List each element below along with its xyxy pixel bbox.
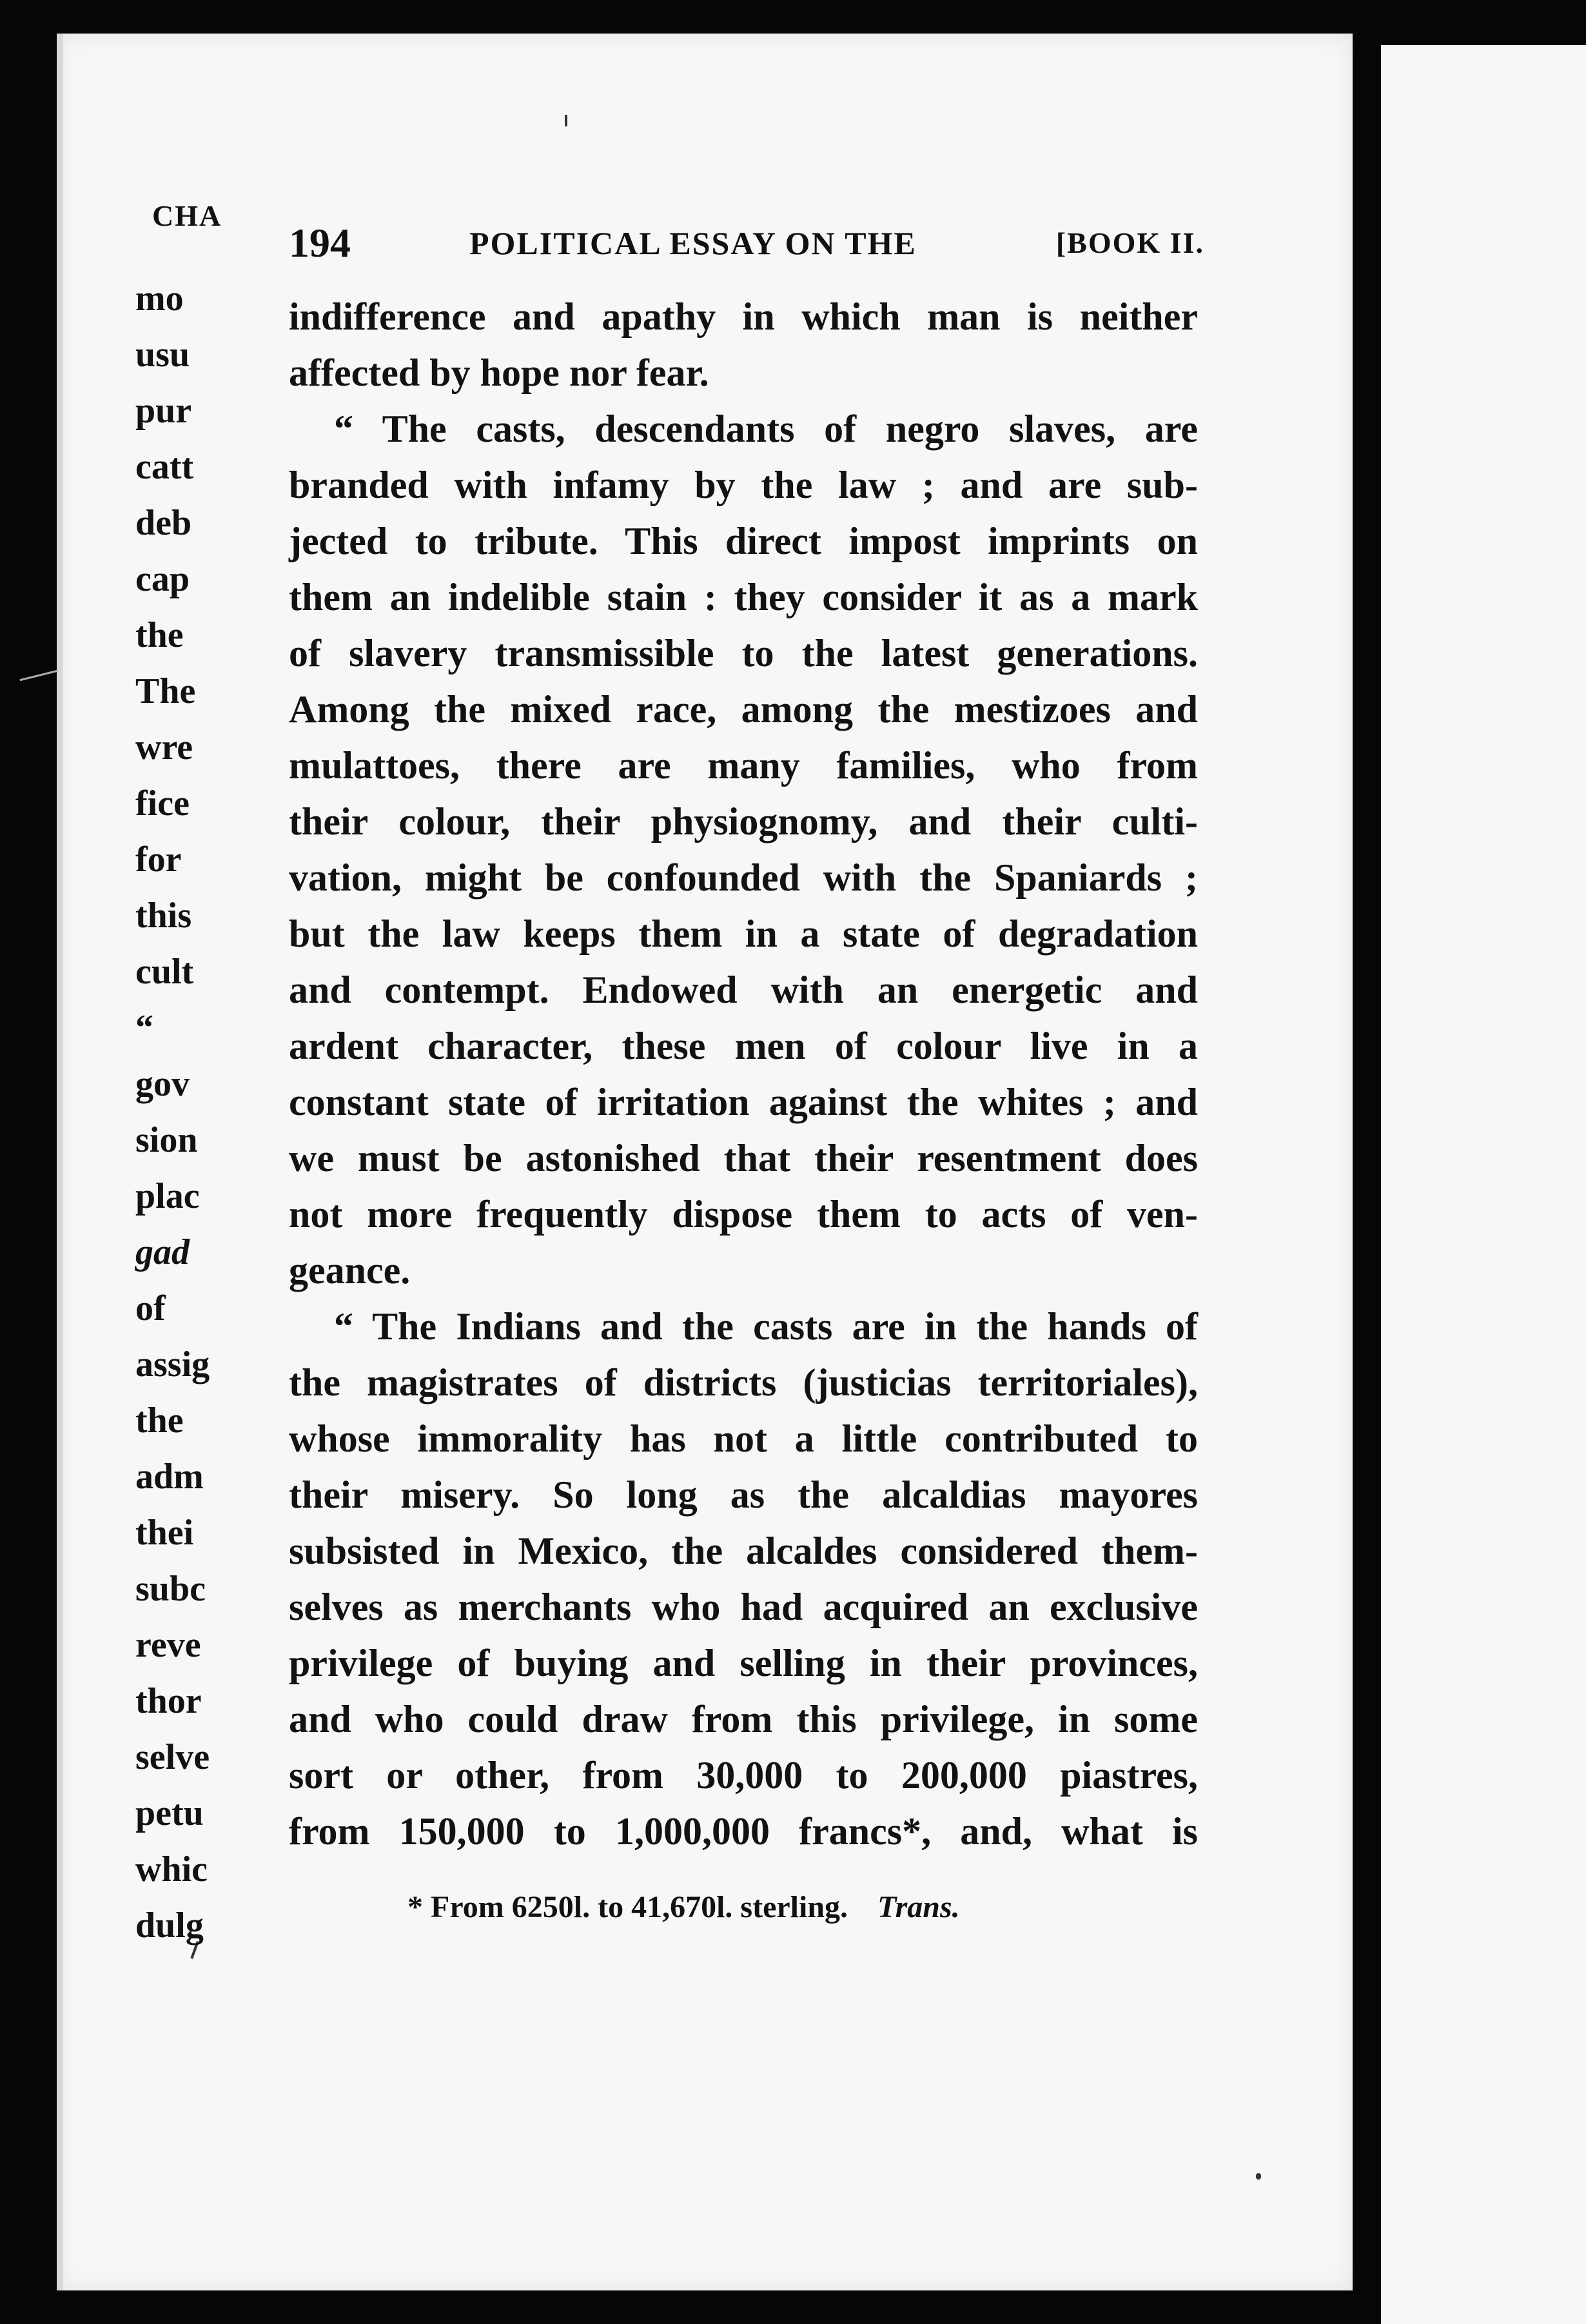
text-line: we must be astonished that their resentment does xyxy=(289,1137,1198,1179)
text-line: cap xyxy=(135,559,190,599)
text-line: privilege of buying and selling in their provinces, xyxy=(289,1642,1198,1684)
text-line: and who could draw from this privilege, in some xyxy=(289,1698,1198,1740)
text-line: the magistrates of districts (justicias territoriales), xyxy=(289,1361,1198,1404)
text-line: their colour, their physiognomy, and their culti- xyxy=(289,800,1198,843)
footnote xyxy=(407,1889,960,1925)
text-line: the xyxy=(135,1401,184,1441)
text-line: this xyxy=(135,896,192,936)
text-line: indifference and apathy in which man is neither xyxy=(289,295,1198,338)
paragraph-3 xyxy=(289,1299,1198,1860)
scan-speck xyxy=(565,115,567,126)
text-line: of slavery transmissible to the latest generations. xyxy=(289,632,1198,675)
text-line: branded with infamy by the law ; and are sub- xyxy=(289,464,1198,506)
running-header xyxy=(289,219,1204,271)
text-line: gad xyxy=(135,1232,190,1272)
text-line: plac xyxy=(135,1176,200,1216)
running-title: POLITICAL ESSAY ON THE xyxy=(469,225,917,261)
text-line: of xyxy=(135,1288,166,1328)
text-line: jected to tribute. This direct impost imprints on xyxy=(289,520,1198,562)
text-line: dulg xyxy=(135,1905,204,1945)
text-line: pur xyxy=(135,391,192,431)
text-line: selves as merchants who had acquired an exclusive xyxy=(289,1586,1198,1628)
text-line: usu xyxy=(135,335,190,375)
text-line: subc xyxy=(135,1569,206,1609)
text-line: the xyxy=(135,615,184,655)
text-line: assig xyxy=(135,1344,210,1384)
text-line: whose immorality has not a little contributed to xyxy=(289,1417,1198,1460)
text-line: petu xyxy=(135,1793,204,1833)
text-line: mulattoes, there are many families, who from xyxy=(289,744,1198,787)
text-line: “ The Indians and the casts are in the hands of xyxy=(334,1305,1198,1348)
text-line: but the law keeps them in a state of degradation xyxy=(289,912,1198,955)
text-line: reve xyxy=(135,1625,201,1665)
page-number: 194 xyxy=(289,220,351,266)
text-line: thei xyxy=(135,1513,194,1553)
book-reference: [BOOK II. xyxy=(1055,226,1204,259)
text-line: The xyxy=(135,671,196,711)
right-page-header: CHA xyxy=(152,199,222,232)
page-edge xyxy=(57,34,63,2290)
text-line: and contempt. Endowed with an energetic and xyxy=(289,969,1198,1011)
text-line: wre xyxy=(135,727,193,767)
text-line: gov xyxy=(135,1064,190,1104)
scan-speck xyxy=(20,670,58,681)
text-line: fice xyxy=(135,783,190,823)
right-page-text xyxy=(135,271,210,1954)
text-line: sort or other, from 30,000 to 200,000 piastres, xyxy=(289,1754,1198,1797)
text-line: catt xyxy=(135,447,194,487)
text-line: deb xyxy=(135,503,192,543)
text-line: from 150,000 to 1,000,000 francs*, and, what is xyxy=(289,1810,1198,1853)
text-line: adm xyxy=(135,1457,204,1497)
text-line: not more frequently dispose them to acts of ven- xyxy=(289,1193,1198,1236)
footnote-text: * From 6250l. to 41,670l. sterling. xyxy=(407,1890,848,1924)
text-line: geance. xyxy=(289,1249,411,1292)
paragraph-2 xyxy=(289,401,1198,1299)
text-line: constant state of irritation against the whites ; and xyxy=(289,1081,1198,1123)
text-line: mo xyxy=(135,279,184,319)
text-line: selve xyxy=(135,1737,210,1777)
text-line: “ The casts, descendants of negro slaves, are xyxy=(334,408,1198,450)
text-line: cult xyxy=(135,952,194,992)
text-line: subsisted in Mexico, the alcaldes considered them- xyxy=(289,1530,1198,1572)
right-page-fragment xyxy=(1381,45,1586,2324)
footnote-trans: Trans. xyxy=(877,1890,960,1924)
paragraph-1 xyxy=(289,289,1198,401)
text-line: affected by hope nor fear. xyxy=(289,351,709,394)
text-line: vation, might be confounded with the Spaniards ; xyxy=(289,856,1198,899)
text-line: whic xyxy=(135,1849,208,1889)
body-text xyxy=(289,289,1198,1860)
text-line: them an indelible stain : they consider it as a mark xyxy=(289,576,1198,618)
scan-speck xyxy=(1256,2173,1261,2180)
text-line: thor xyxy=(135,1681,202,1721)
text-line: their misery. So long as the alcaldias mayores xyxy=(289,1473,1198,1516)
text-line: Among the mixed race, among the mestizoes and xyxy=(289,688,1198,731)
text-line: “ xyxy=(135,1008,153,1048)
text-line: sion xyxy=(135,1120,198,1160)
text-line: ardent character, these men of colour live in a xyxy=(289,1025,1198,1067)
text-line: for xyxy=(135,840,182,880)
